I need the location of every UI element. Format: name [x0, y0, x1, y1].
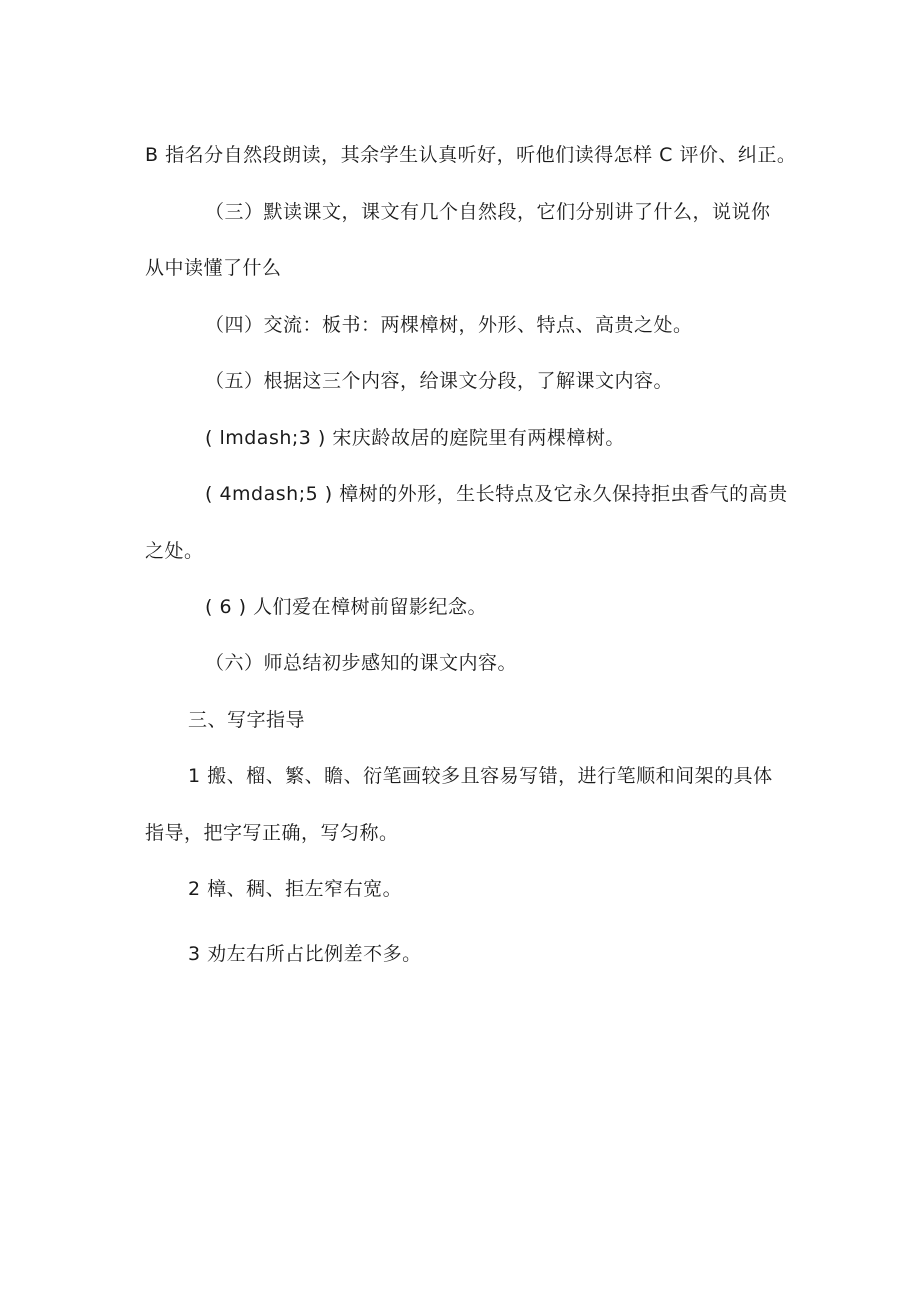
text-line-step-four: （四）交流：板书：两棵樟树，外形、特点、高贵之处。 [205, 314, 693, 336]
text-line-section-4-5: ( 4mdash;5 ) 樟树的外形，生长特点及它永久保持拒虫香气的高贵 [205, 483, 788, 505]
section-heading-writing: 三、写字指导 [188, 709, 306, 731]
text-line-writing-1-cont: 指导，把字写正确，写匀称。 [145, 822, 399, 844]
text-line-section-4-5-cont: 之处。 [145, 540, 204, 562]
text-line-section-1-3: ( lmdash;3 ) 宋庆龄故居的庭院里有两棵樟树。 [205, 427, 625, 449]
text-line-writing-3: 3 劝左右所占比例差不多。 [188, 943, 422, 965]
text-line-writing-1: 1 搬、榴、繁、瞻、衍笔画较多且容易写错，进行笔顺和间架的具体 [188, 765, 773, 787]
text-line-step-three: （三）默读课文，课文有几个自然段，它们分别讲了什么，说说你 [205, 201, 771, 223]
text-line-step-five: （五）根据这三个内容，给课文分段，了解课文内容。 [205, 370, 674, 392]
text-line-step-six: （六）师总结初步感知的课文内容。 [205, 652, 518, 674]
text-line-step-three-cont: 从中读懂了什么 [145, 257, 282, 279]
text-line-writing-2: 2 樟、稠、拒左窄右宽。 [188, 878, 403, 900]
text-line-reading-instruction: B 指名分自然段朗读，其余学生认真听好，听他们读得怎样 C 评价、纠正。 [145, 144, 797, 166]
text-line-section-6: ( 6 ) 人们爱在樟树前留影纪念。 [205, 596, 488, 618]
